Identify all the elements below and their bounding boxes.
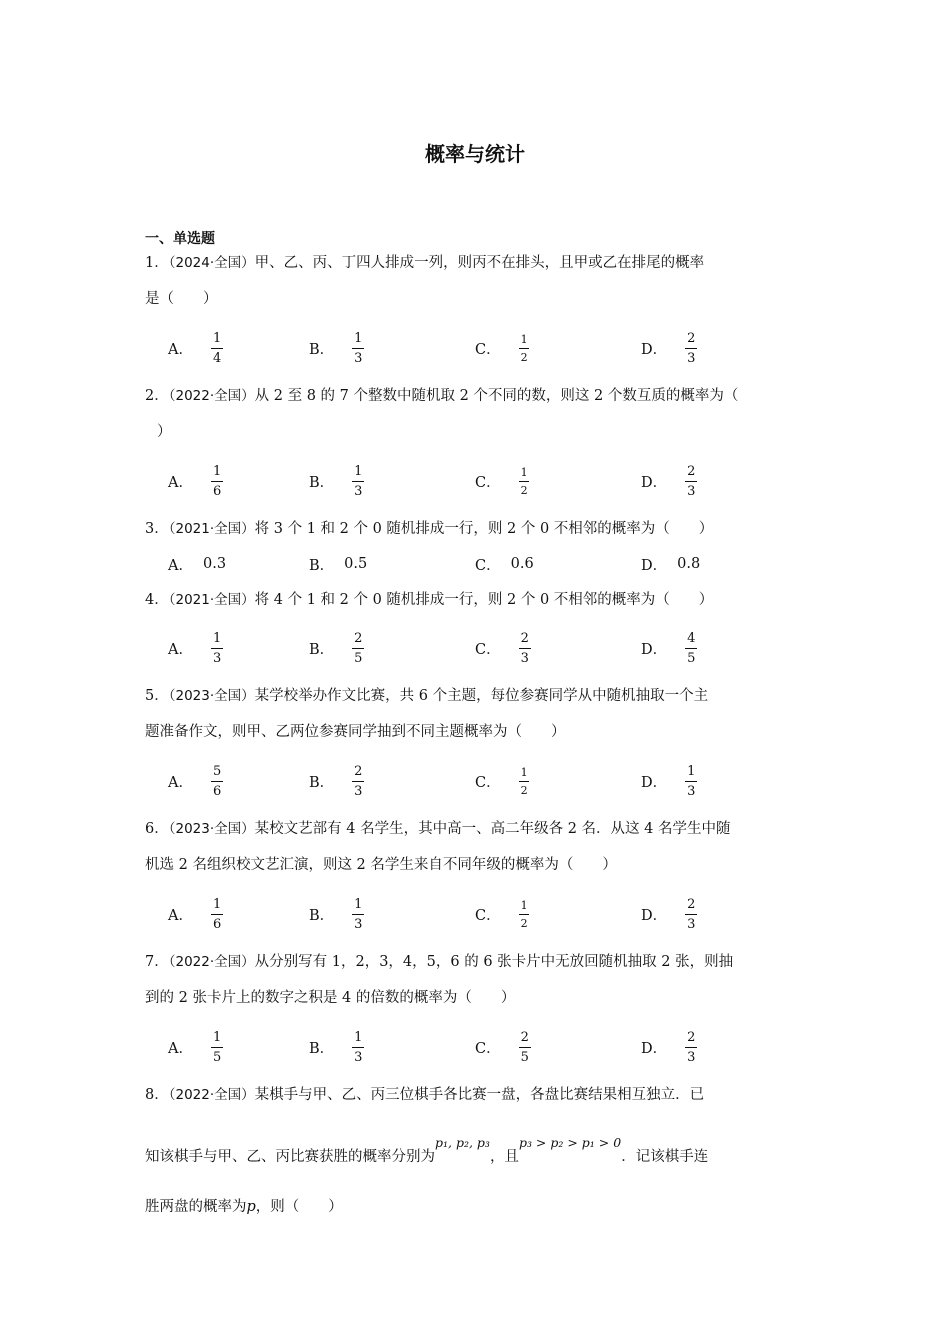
option-b[interactable]: B． $\frac{2}{5}$ bbox=[309, 630, 363, 666]
question-text: 将 3 个 1 和 2 个 0 随机排成一行，则 2 个 0 不相邻的概率为（ ） bbox=[254, 521, 714, 537]
option-c[interactable]: C． $\frac{1}{2}$ bbox=[475, 332, 528, 364]
question-text-line2: 机选 2 名组织校文艺汇演，则这 2 名学生来自不同年级的概率为（ ） bbox=[145, 857, 617, 873]
question-text: 胜两盘的概率为 bbox=[145, 1199, 247, 1215]
question-source: （2022·全国） bbox=[168, 1087, 255, 1103]
fraction: $\frac{1}{3}$ bbox=[687, 763, 696, 799]
fraction: $\frac{2}{3}$ bbox=[520, 630, 529, 666]
question-text-line2: 是（ ） bbox=[145, 291, 218, 307]
option-a[interactable]: A． 0.3 bbox=[168, 556, 227, 574]
options-q4 bbox=[168, 625, 808, 671]
option-c[interactable]: C． $\frac{1}{2}$ bbox=[475, 765, 528, 797]
options-q7 bbox=[168, 1024, 808, 1070]
options-q1 bbox=[168, 325, 808, 371]
option-a[interactable]: A． $\frac{1}{6}$ bbox=[168, 463, 222, 499]
option-a[interactable]: A． $\frac{1}{3}$ bbox=[168, 630, 222, 666]
question-number: 5． bbox=[145, 688, 169, 704]
option-d[interactable]: D． 0.8 bbox=[641, 556, 701, 574]
question-2 bbox=[145, 378, 810, 450]
question-source: （2021·全国） bbox=[168, 592, 255, 608]
options-q5 bbox=[168, 758, 808, 804]
page-title: 概率与统计 bbox=[425, 142, 525, 166]
options-q6 bbox=[168, 891, 808, 937]
question-text: 知该棋手与甲、乙、丙比赛获胜的概率分别为 bbox=[145, 1149, 435, 1165]
fraction: $\frac{1}{3}$ bbox=[354, 463, 363, 499]
question-source: （2022·全国） bbox=[168, 388, 255, 404]
option-b[interactable]: B． 0.5 bbox=[309, 556, 368, 574]
question-number: 1． bbox=[145, 255, 169, 271]
question-8 bbox=[145, 1077, 810, 1225]
fraction: $\frac{2}{3}$ bbox=[687, 330, 696, 366]
option-a[interactable]: A． $\frac{1}{4}$ bbox=[168, 330, 222, 366]
question-source: （2022·全国） bbox=[168, 954, 255, 970]
option-a[interactable]: A． $\frac{1}{5}$ bbox=[168, 1029, 222, 1065]
fraction: $\frac{1}{2}$ bbox=[520, 465, 528, 497]
question-1 bbox=[145, 245, 810, 317]
fraction: $\frac{2}{5}$ bbox=[354, 630, 363, 666]
question-text-line2: 题准备作文，则甲、乙两位参赛同学抽到不同主题概率为（ ） bbox=[145, 724, 566, 740]
option-c[interactable]: C． $\frac{1}{2}$ bbox=[475, 465, 528, 497]
question-text-line2: ） bbox=[157, 424, 172, 440]
fraction: $\frac{2}{3}$ bbox=[687, 463, 696, 499]
options-q2 bbox=[168, 458, 808, 504]
question-source: （2021·全国） bbox=[168, 521, 255, 537]
option-b[interactable]: B． $\frac{1}{3}$ bbox=[309, 1029, 363, 1065]
fraction: $\frac{1}{3}$ bbox=[354, 1029, 363, 1065]
question-text: ，则（ ） bbox=[255, 1199, 343, 1215]
option-a[interactable]: A． $\frac{5}{6}$ bbox=[168, 763, 222, 799]
fraction: $\frac{1}{2}$ bbox=[520, 765, 528, 797]
question-text: 某棋手与甲、乙、丙三位棋手各比赛一盘，各盘比赛结果相互独立．已 bbox=[254, 1087, 705, 1103]
fraction: $\frac{2}{3}$ bbox=[354, 763, 363, 799]
question-text: 甲、乙、丙、丁四人排成一列，则丙不在排头，且甲或乙在排尾的概率 bbox=[254, 255, 705, 271]
option-d[interactable]: D． $\frac{1}{3}$ bbox=[641, 763, 696, 799]
option-b[interactable]: B． $\frac{1}{3}$ bbox=[309, 330, 363, 366]
option-c[interactable]: C． $\frac{2}{3}$ bbox=[475, 630, 529, 666]
fraction: $\frac{1}{4}$ bbox=[212, 330, 222, 366]
math-probabilities: p₁, p₂, p₃ bbox=[435, 1135, 490, 1150]
question-text: ，且 bbox=[489, 1149, 519, 1165]
question-4 bbox=[145, 582, 810, 618]
question-5 bbox=[145, 678, 810, 750]
option-d[interactable]: D． $\frac{4}{5}$ bbox=[641, 630, 696, 666]
question-source: （2023·全国） bbox=[168, 821, 255, 837]
fraction: $\frac{1}{2}$ bbox=[520, 898, 528, 930]
option-d[interactable]: D． $\frac{2}{3}$ bbox=[641, 896, 696, 932]
question-6 bbox=[145, 811, 810, 883]
option-c[interactable]: C． $\frac{1}{2}$ bbox=[475, 898, 528, 930]
question-text: 某校文艺部有 4 名学生，其中高一、高二年级各 2 名．从这 4 名学生中随 bbox=[254, 821, 731, 837]
option-b[interactable]: B． $\frac{1}{3}$ bbox=[309, 463, 363, 499]
question-text: 某学校举办作文比赛，共 6 个主题，每位参赛同学从中随机抽取一个主 bbox=[254, 688, 709, 704]
section-heading: 一、单选题 bbox=[145, 231, 215, 247]
question-source: （2023·全国） bbox=[168, 688, 255, 704]
fraction: $\frac{1}{5}$ bbox=[212, 1029, 222, 1065]
option-a[interactable]: A． $\frac{1}{6}$ bbox=[168, 896, 222, 932]
fraction: $\frac{5}{6}$ bbox=[212, 763, 222, 799]
fraction: $\frac{1}{3}$ bbox=[212, 630, 222, 666]
question-number: 4． bbox=[145, 592, 169, 608]
question-source: （2024·全国） bbox=[168, 255, 255, 271]
question-text: ．记该棋手连 bbox=[621, 1149, 709, 1165]
fraction: $\frac{1}{3}$ bbox=[354, 330, 363, 366]
question-7 bbox=[145, 944, 810, 1016]
fraction: $\frac{1}{6}$ bbox=[212, 463, 222, 499]
option-d[interactable]: D． $\frac{2}{3}$ bbox=[641, 1029, 696, 1065]
fraction: $\frac{2}{3}$ bbox=[687, 896, 696, 932]
fraction: $\frac{2}{5}$ bbox=[520, 1029, 529, 1065]
question-text: 从 2 至 8 的 7 个整数中随机取 2 个不同的数，则这 2 个数互质的概率为（ bbox=[254, 388, 739, 404]
question-number: 8． bbox=[145, 1087, 169, 1103]
question-text-line2: 到的 2 张卡片上的数字之积是 4 的倍数的概率为（ ） bbox=[145, 990, 516, 1006]
option-b[interactable]: B． $\frac{2}{3}$ bbox=[309, 763, 363, 799]
fraction: $\frac{1}{2}$ bbox=[520, 332, 528, 364]
question-text: 将 4 个 1 和 2 个 0 随机排成一行，则 2 个 0 不相邻的概率为（ ） bbox=[254, 592, 714, 608]
fraction: $\frac{4}{5}$ bbox=[687, 630, 696, 666]
option-d[interactable]: D． $\frac{2}{3}$ bbox=[641, 463, 696, 499]
math-variable: p bbox=[246, 1199, 256, 1215]
fraction: $\frac{2}{3}$ bbox=[687, 1029, 696, 1065]
fraction: $\frac{1}{6}$ bbox=[212, 896, 222, 932]
options-q3 bbox=[168, 541, 808, 587]
option-b[interactable]: B． $\frac{1}{3}$ bbox=[309, 896, 363, 932]
question-text: 从分别写有 1，2，3，4，5，6 的 6 张卡片中无放回随机抽取 2 张，则抽 bbox=[254, 954, 734, 970]
question-number: 2． bbox=[145, 388, 169, 404]
math-inequality: p₃ > p₂ > p₁ > 0 bbox=[518, 1135, 622, 1150]
option-c[interactable]: C． 0.6 bbox=[475, 556, 534, 574]
option-c[interactable]: C． $\frac{2}{5}$ bbox=[475, 1029, 529, 1065]
option-d[interactable]: D． $\frac{2}{3}$ bbox=[641, 330, 696, 366]
fraction: $\frac{1}{3}$ bbox=[354, 896, 363, 932]
question-number: 7． bbox=[145, 954, 169, 970]
question-number: 6． bbox=[145, 821, 169, 837]
question-number: 3． bbox=[145, 521, 169, 537]
